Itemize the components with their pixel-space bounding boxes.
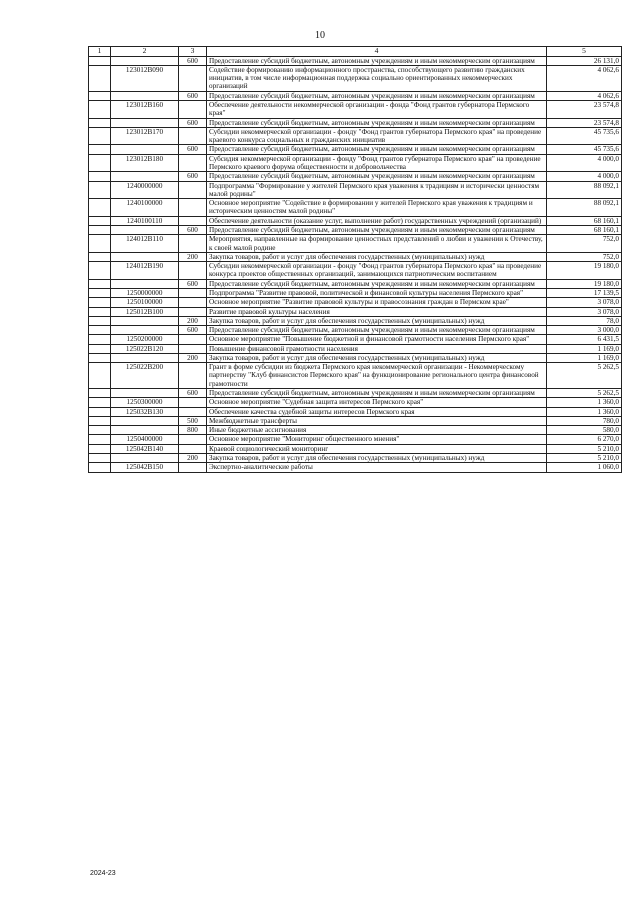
table-row [89, 398, 622, 407]
expense-type-cell: 600 [179, 91, 207, 100]
row-index-cell [89, 435, 111, 444]
item-name-cell: Содействие формированию информационного пространства, способствующего развитию гражданских инициатив, в том числе информационная поддержка социально ориентированных некоммерческих организаций [207, 65, 547, 91]
table-row [89, 91, 622, 100]
target-code-cell [111, 416, 179, 425]
item-name-cell: Обеспечение качества судебной защиты интересов Пермского края [207, 407, 547, 416]
expense-type-cell [179, 199, 207, 217]
amount-cell: 1 360,0 [547, 407, 622, 416]
item-name-cell: Субсидии некоммерческой организации - фонду "Фонд грантов губернатора Пермского края" на проведение конкурса проектов общественных организаций, занимающихся патриотическим воспитанием [207, 262, 547, 280]
expense-type-cell: 800 [179, 426, 207, 435]
row-index-cell [89, 235, 111, 253]
table-row [89, 353, 622, 362]
row-index-cell [89, 463, 111, 472]
table-row [89, 56, 622, 65]
column-header: 3 [179, 47, 207, 57]
table-row [89, 288, 622, 297]
expense-type-cell [179, 398, 207, 407]
amount-cell: 6 431,5 [547, 335, 622, 344]
row-index-cell [89, 145, 111, 154]
target-code-cell [111, 426, 179, 435]
row-index-cell [89, 307, 111, 316]
target-code-cell: 1250300000 [111, 398, 179, 407]
row-index-cell [89, 118, 111, 127]
target-code-cell: 1250100000 [111, 298, 179, 307]
table-row [89, 262, 622, 280]
amount-cell: 68 160,1 [547, 225, 622, 234]
target-code-cell: 124012В190 [111, 262, 179, 280]
table-row [89, 181, 622, 199]
amount-cell: 23 574,8 [547, 118, 622, 127]
row-index-cell [89, 262, 111, 280]
amount-cell: 17 139,5 [547, 288, 622, 297]
target-code-cell [111, 56, 179, 65]
item-name-cell: Грант в форме субсидии из бюджета Пермского края некоммерческой организации - Некоммерческому партнерству "Клуб финансистов Пермского края" на функционирование регионального центра финансовой грамотности [207, 363, 547, 389]
amount-cell: 26 131,0 [547, 56, 622, 65]
expense-type-cell [179, 127, 207, 145]
table-row [89, 316, 622, 325]
table-row [89, 363, 622, 389]
amount-cell: 19 180,0 [547, 262, 622, 280]
item-name-cell: Предоставление субсидий бюджетным, автономным учреждениям и иным некоммерческим организациям [207, 91, 547, 100]
row-index-cell [89, 344, 111, 353]
item-name-cell: Межбюджетные трансферты [207, 416, 547, 425]
item-name-cell: Закупка товаров, работ и услуг для обеспечения государственных (муниципальных) нужд [207, 316, 547, 325]
row-index-cell [89, 288, 111, 297]
amount-cell: 78,0 [547, 316, 622, 325]
target-code-cell [111, 326, 179, 335]
target-code-cell: 1250000000 [111, 288, 179, 297]
table-row [89, 389, 622, 398]
row-index-cell [89, 199, 111, 217]
expense-type-cell [179, 65, 207, 91]
item-name-cell: Развитие правовой культуры населения [207, 307, 547, 316]
row-index-cell [89, 101, 111, 119]
item-name-cell: Закупка товаров, работ и услуг для обеспечения государственных (муниципальных) нужд [207, 454, 547, 463]
target-code-cell: 125042В140 [111, 444, 179, 453]
table-row [89, 225, 622, 234]
table-row [89, 279, 622, 288]
target-code-cell [111, 353, 179, 362]
item-name-cell: Предоставление субсидий бюджетным, автономным учреждениям и иным некоммерческим организациям [207, 326, 547, 335]
amount-cell: 88 092,1 [547, 199, 622, 217]
target-code-cell: 123012В180 [111, 154, 179, 172]
row-index-cell [89, 454, 111, 463]
row-index-cell [89, 181, 111, 199]
table-row [89, 216, 622, 225]
item-name-cell: Субсидии некоммерческой организации - фонду "Фонд грантов губернатора Пермского края" на проведение краевого конкурса социальных и гражданских инициатив [207, 127, 547, 145]
amount-cell: 752,0 [547, 235, 622, 253]
expense-type-cell: 200 [179, 454, 207, 463]
row-index-cell [89, 154, 111, 172]
item-name-cell: Основное мероприятие "Содействие в формировании у жителей Пермского края уважения к традициям и историческим ценностям малой родины" [207, 199, 547, 217]
expense-type-cell: 200 [179, 353, 207, 362]
expense-type-cell [179, 216, 207, 225]
budget-table [88, 46, 622, 473]
expense-type-cell [179, 444, 207, 453]
target-code-cell [111, 91, 179, 100]
target-code-cell: 123012В160 [111, 101, 179, 119]
target-code-cell: 124012В110 [111, 235, 179, 253]
expense-type-cell: 600 [179, 145, 207, 154]
target-code-cell: 123012В170 [111, 127, 179, 145]
item-name-cell: Повышение финансовой грамотности населения [207, 344, 547, 353]
target-code-cell: 125012В100 [111, 307, 179, 316]
expense-type-cell: 600 [179, 279, 207, 288]
item-name-cell: Мероприятия, направленные на формирование ценностных представлений о любви и уважении к Отечеству, к своей малой родине [207, 235, 547, 253]
amount-cell: 5 210,0 [547, 444, 622, 453]
expense-type-cell: 200 [179, 316, 207, 325]
amount-cell: 780,0 [547, 416, 622, 425]
item-name-cell: Краевой социологический мониторинг [207, 444, 547, 453]
table-row [89, 463, 622, 472]
item-name-cell: Основное мероприятие "Повышение бюджетной и финансовой грамотности населения Пермского края" [207, 335, 547, 344]
row-index-cell [89, 225, 111, 234]
table-row [89, 298, 622, 307]
amount-cell: 1 360,0 [547, 398, 622, 407]
item-name-cell: Предоставление субсидий бюджетным, автономным учреждениям и иным некоммерческим организациям [207, 118, 547, 127]
target-code-cell [111, 316, 179, 325]
target-code-cell [111, 454, 179, 463]
target-code-cell: 1250400000 [111, 435, 179, 444]
table-row [89, 101, 622, 119]
table-row [89, 65, 622, 91]
row-index-cell [89, 416, 111, 425]
table-row [89, 235, 622, 253]
table-row [89, 416, 622, 425]
amount-cell: 580,0 [547, 426, 622, 435]
item-name-cell: Предоставление субсидий бюджетным, автономным учреждениям и иным некоммерческим организациям [207, 389, 547, 398]
expense-type-cell [179, 235, 207, 253]
amount-cell: 4 062,6 [547, 65, 622, 91]
expense-type-cell: 600 [179, 172, 207, 181]
amount-cell: 1 169,0 [547, 344, 622, 353]
amount-cell: 68 160,1 [547, 216, 622, 225]
item-name-cell: Основное мероприятие "Судебная защита интересов Пермского края" [207, 398, 547, 407]
amount-cell: 5 262,5 [547, 389, 622, 398]
amount-cell: 1 169,0 [547, 353, 622, 362]
item-name-cell: Основное мероприятие "Развитие правовой культуры и правосознания граждан в Пермском крае" [207, 298, 547, 307]
item-name-cell: Предоставление субсидий бюджетным, автономным учреждениям и иным некоммерческим организациям [207, 279, 547, 288]
expense-type-cell [179, 288, 207, 297]
target-code-cell: 123012В090 [111, 65, 179, 91]
expense-type-cell: 600 [179, 56, 207, 65]
target-code-cell: 1250200000 [111, 335, 179, 344]
expense-type-cell: 200 [179, 252, 207, 261]
row-index-cell [89, 326, 111, 335]
row-index-cell [89, 91, 111, 100]
target-code-cell: 125032В130 [111, 407, 179, 416]
target-code-cell [111, 172, 179, 181]
amount-cell: 3 078,0 [547, 307, 622, 316]
target-code-cell: 1240000000 [111, 181, 179, 199]
row-index-cell [89, 127, 111, 145]
amount-cell: 5 210,0 [547, 454, 622, 463]
table-row [89, 407, 622, 416]
row-index-cell [89, 407, 111, 416]
footer-code: 2024-23 [90, 870, 116, 877]
table-row [89, 307, 622, 316]
table-row [89, 127, 622, 145]
expense-type-cell [179, 363, 207, 389]
amount-cell: 3 000,0 [547, 326, 622, 335]
row-index-cell [89, 335, 111, 344]
row-index-cell [89, 56, 111, 65]
expense-type-cell [179, 463, 207, 472]
expense-type-cell [179, 298, 207, 307]
target-code-cell [111, 279, 179, 288]
row-index-cell [89, 398, 111, 407]
table-row [89, 145, 622, 154]
item-name-cell: Предоставление субсидий бюджетным, автономным учреждениям и иным некоммерческим организациям [207, 145, 547, 154]
target-code-cell: 125022В200 [111, 363, 179, 389]
amount-cell: 752,0 [547, 252, 622, 261]
table-row [89, 426, 622, 435]
item-name-cell: Предоставление субсидий бюджетным, автономным учреждениям и иным некоммерческим организациям [207, 172, 547, 181]
row-index-cell [89, 316, 111, 325]
amount-cell: 3 078,0 [547, 298, 622, 307]
item-name-cell: Обеспечение деятельности некоммерческой организации - фонда "Фонд грантов губернатора Пермского края" [207, 101, 547, 119]
row-index-cell [89, 426, 111, 435]
row-index-cell [89, 444, 111, 453]
expense-type-cell [179, 101, 207, 119]
table-row [89, 435, 622, 444]
expense-type-cell [179, 407, 207, 416]
item-name-cell: Обеспечение деятельности (оказание услуг, выполнение работ) государственных учреждений (организаций) [207, 216, 547, 225]
expense-type-cell: 600 [179, 118, 207, 127]
row-index-cell [89, 172, 111, 181]
target-code-cell: 125042В150 [111, 463, 179, 472]
target-code-cell [111, 145, 179, 154]
item-name-cell: Подпрограмма "Развитие правовой, политической и финансовой культуры населения Пермского края" [207, 288, 547, 297]
amount-cell: 5 262,5 [547, 363, 622, 389]
target-code-cell: 125022В120 [111, 344, 179, 353]
row-index-cell [89, 216, 111, 225]
expense-type-cell [179, 262, 207, 280]
item-name-cell: Субсидия некоммерческой организации - фонду "Фонд грантов губернатора Пермского края" на проведение Пермского краевого форума общественности и добровольчества [207, 154, 547, 172]
expense-type-cell: 600 [179, 225, 207, 234]
row-index-cell [89, 279, 111, 288]
table-row [89, 444, 622, 453]
item-name-cell: Предоставление субсидий бюджетным, автономным учреждениям и иным некоммерческим организациям [207, 225, 547, 234]
table-row [89, 199, 622, 217]
amount-cell: 4 000,0 [547, 154, 622, 172]
table-row [89, 172, 622, 181]
target-code-cell [111, 252, 179, 261]
table-row [89, 335, 622, 344]
table-row [89, 326, 622, 335]
amount-cell: 4 000,0 [547, 172, 622, 181]
table-header-row [89, 47, 622, 57]
target-code-cell: 1240100000 [111, 199, 179, 217]
expense-type-cell [179, 307, 207, 316]
page-number: 10 [315, 30, 325, 41]
target-code-cell [111, 389, 179, 398]
amount-cell: 4 062,6 [547, 91, 622, 100]
column-header: 5 [547, 47, 622, 57]
item-name-cell: Закупка товаров, работ и услуг для обеспечения государственных (муниципальных) нужд [207, 252, 547, 261]
column-header: 4 [207, 47, 547, 57]
item-name-cell: Экспертно-аналитические работы [207, 463, 547, 472]
table-row [89, 454, 622, 463]
expense-type-cell [179, 181, 207, 199]
expense-type-cell: 600 [179, 389, 207, 398]
table-row [89, 252, 622, 261]
row-index-cell [89, 65, 111, 91]
amount-cell: 6 270,0 [547, 435, 622, 444]
expense-type-cell [179, 154, 207, 172]
item-name-cell: Закупка товаров, работ и услуг для обеспечения государственных (муниципальных) нужд [207, 353, 547, 362]
row-index-cell [89, 298, 111, 307]
row-index-cell [89, 363, 111, 389]
amount-cell: 45 735,6 [547, 127, 622, 145]
expense-type-cell [179, 335, 207, 344]
amount-cell: 19 180,0 [547, 279, 622, 288]
target-code-cell [111, 225, 179, 234]
item-name-cell: Иные бюджетные ассигнования [207, 426, 547, 435]
table-row [89, 118, 622, 127]
table-row [89, 154, 622, 172]
row-index-cell [89, 389, 111, 398]
amount-cell: 88 092,1 [547, 181, 622, 199]
amount-cell: 45 735,6 [547, 145, 622, 154]
expense-type-cell [179, 435, 207, 444]
amount-cell: 23 574,8 [547, 101, 622, 119]
expense-type-cell [179, 344, 207, 353]
target-code-cell [111, 118, 179, 127]
item-name-cell: Основное мероприятие "Мониторинг общественного мнения" [207, 435, 547, 444]
item-name-cell: Подпрограмма "Формирование у жителей Пермского края уважения к традициям и исторически ценностям малой родины" [207, 181, 547, 199]
amount-cell: 1 060,0 [547, 463, 622, 472]
expense-type-cell: 600 [179, 326, 207, 335]
row-index-cell [89, 353, 111, 362]
expense-type-cell: 500 [179, 416, 207, 425]
item-name-cell: Предоставление субсидий бюджетным, автономным учреждениям и иным некоммерческим организациям [207, 56, 547, 65]
row-index-cell [89, 252, 111, 261]
column-header: 2 [111, 47, 179, 57]
column-header: 1 [89, 47, 111, 57]
target-code-cell: 1240100110 [111, 216, 179, 225]
table-row [89, 344, 622, 353]
